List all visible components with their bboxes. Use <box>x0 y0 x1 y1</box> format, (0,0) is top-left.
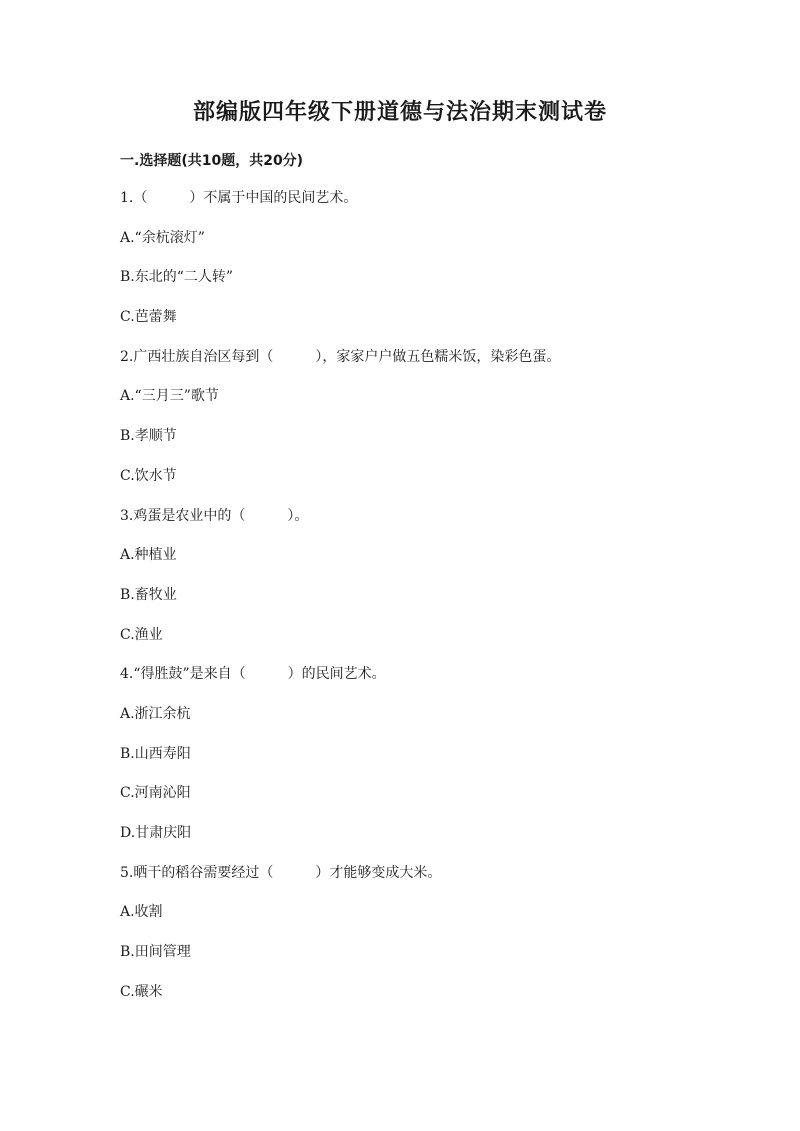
section-heading: 一.选择题(共10题，共20分) <box>120 153 304 169</box>
question-5-option-a: A.收割 <box>120 904 163 921</box>
question-stem-5: 5.晒干的稻谷需要经过（ ）才能够变成大米。 <box>120 864 442 881</box>
question-4-option-c: C.河南沁阳 <box>120 785 191 802</box>
question-3-option-c: C.渔业 <box>120 626 163 643</box>
question-stem-1: 1.（ ）不属于中国的民间艺术。 <box>120 190 358 206</box>
question-5-option-b: B.田间管理 <box>120 944 191 961</box>
question-1-option-b: B.东北的“二人转” <box>120 269 234 286</box>
question-list <box>120 188 720 1021</box>
question-4-option-b: B.山西寿阳 <box>120 745 191 762</box>
question-3-option-a: A.种植业 <box>120 547 177 564</box>
question-2-option-a: A.“三月三”歌节 <box>120 388 219 405</box>
question-1-option-c: C.芭蕾舞 <box>120 309 177 326</box>
question-4-option-d: D.甘肃庆阳 <box>120 825 192 841</box>
question-3-option-b: B.畜牧业 <box>120 586 177 603</box>
page-title: 部编版四年级下册道德与法治期末测试卷 <box>192 100 607 125</box>
question-stem-2: 2.广西壮族自治区每到（ ），家家户户做五色糯米饭，染彩色蛋。 <box>120 348 561 365</box>
question-1-option-a: A.“余杭滚灯” <box>120 229 205 246</box>
question-2-option-b: B.孝顺节 <box>120 428 177 445</box>
question-5-option-c: C.碾米 <box>120 983 163 1000</box>
question-2-option-c: C.饮水节 <box>120 467 177 484</box>
question-stem-4: 4.“得胜鼓”是来自（ ）的民间艺术。 <box>120 666 386 683</box>
question-4-option-a: A.浙江余杭 <box>120 705 191 722</box>
question-stem-3: 3.鸡蛋是农业中的（ ）。 <box>120 507 309 524</box>
